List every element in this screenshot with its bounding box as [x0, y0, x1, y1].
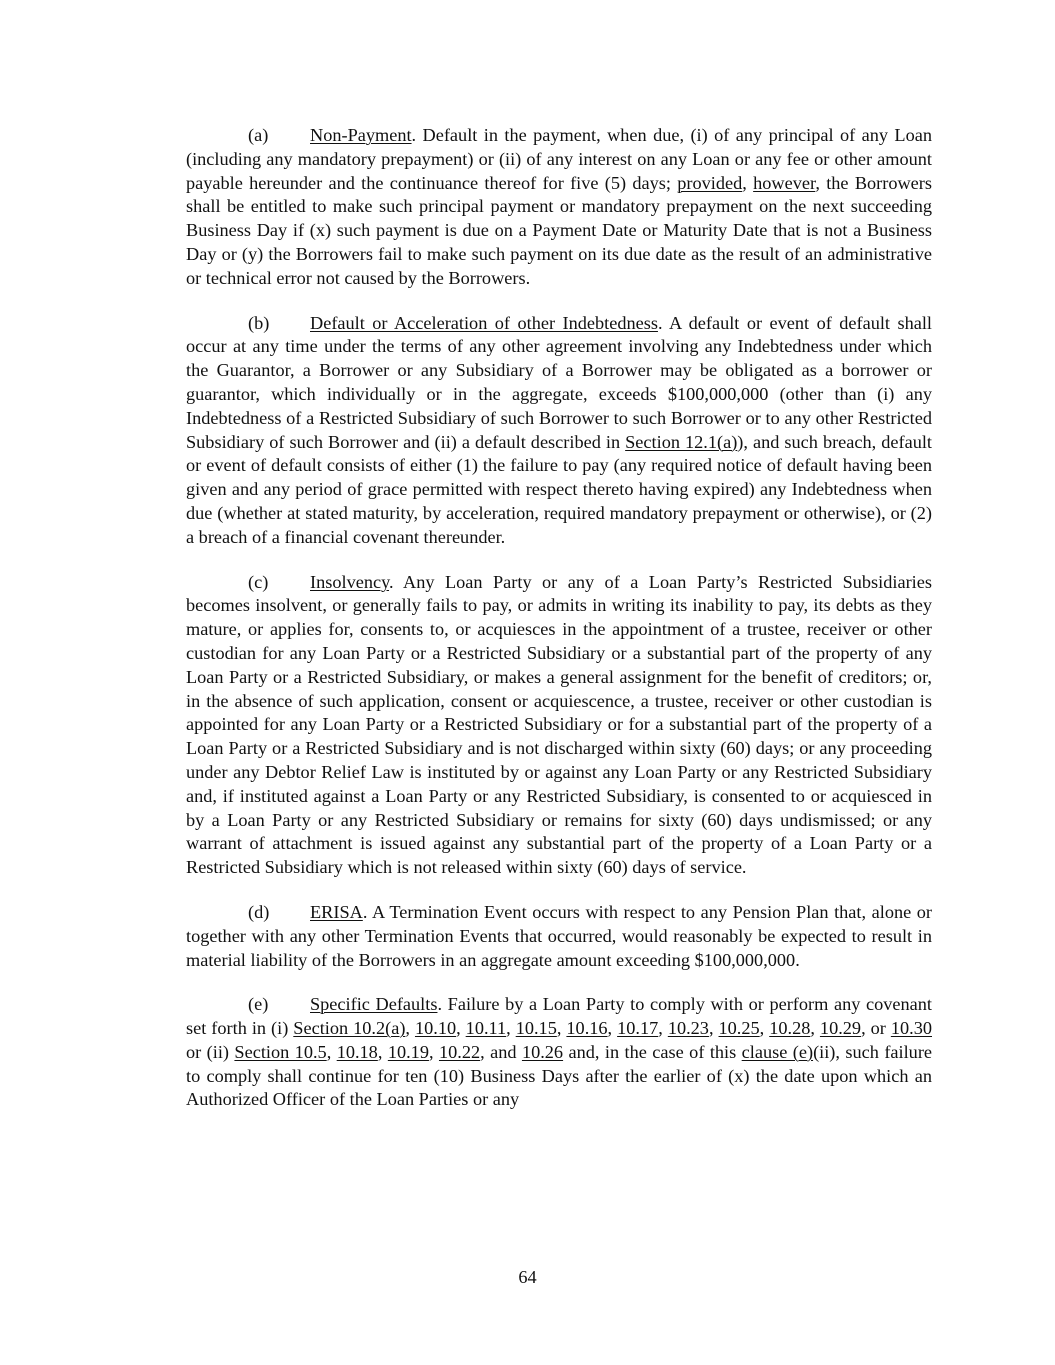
section-d-paragraph: [186, 901, 932, 972]
separator: ,: [506, 1018, 516, 1039]
section-c-paragraph: [186, 571, 932, 880]
section-a-text: . Default in the payment, when due, (i) of any principal of any Loan (including any mandatory prepayment) or (ii) of any interest on any Loan or any fee or other amount payable hereunder and the continuance thereof for five (5) days;: [186, 125, 932, 193]
separator: ,: [556, 1018, 567, 1039]
separator: and, in the case of this: [563, 1041, 742, 1062]
section-c-text: . Any Loan Party or any of a Loan Party’s Restricted Subsidiaries becomes insolvent, or generally fails to pay, or admits in writing its inability to pay, its debts as they mature, or applies for, consents to, or acquiesces in the appointment of a trustee, receiver or other custodian for any Loan Party or a Restricted Subsidiary or a substantial part of the property of any Loan Party or a Restricted Subsidiary, or makes a general assignment for the benefit of creditors; or, in the absence of such application, consent or acquiescence, a trustee, receiver or other custodian is appointed for any Loan Party or a Restricted Subsidiary or for a substantial part of the property of a Loan Party or a Restricted Subsidiary and is not discharged within sixty (60) days; or any proceeding under any Debtor Relief Law is instituted by or against any Loan Party or any Restricted Subsidiary and, if instituted against a Loan Party or any Restricted Subsidiary, is consented to or acquiesced in by a Loan Party or any Restricted Subsidiary or remains for sixty (60) days undismissed; or any warrant of attachment is issued against any substantial part of the property of a Loan Party or a Restricted Subsidiary which is not released within sixty (60) days of service.: [186, 571, 932, 878]
document-body: [186, 124, 932, 1133]
clause-reference: clause (e): [741, 1041, 814, 1062]
section-a-heading: Non-Payment: [310, 125, 412, 145]
separator: ,: [405, 1018, 415, 1039]
section-e-heading: Specific Defaults: [310, 994, 438, 1015]
section-reference: 10.26: [521, 1041, 564, 1062]
section-reference: 10.18: [336, 1041, 378, 1062]
section-b-label: (b): [248, 312, 270, 333]
separator: ,: [810, 1018, 820, 1039]
section-reference: 10.22: [438, 1041, 481, 1062]
section-b-text: ), and such breach, default or event of default consists of either (1) the failure to pay (any required notice of default having been given and any period of grace permitted with respect thereto having expired) any Indebtedness when due (whether at stated maturity, by acceleration, required mandatory prepayment or otherwise), or (2) a breach of a financial covenant thereunder.: [186, 431, 933, 547]
section-reference: 10.16: [566, 1018, 608, 1039]
however-term: however: [753, 172, 816, 193]
section-e-text: . Failure by a Loan Party to comply with or perform any covenant set forth in (i): [186, 994, 932, 1039]
section-b-text: . A default or event of default shall occur at any time under the terms of any other agreement involving any Indebtedness under which the Guarantor, a Borrower or any Subsidiary of a Borrower may be obligated as a borrower or guarantor, which individually or in the aggregate, exceeds $100,000,000 (other than (i) any Indebtedness of a Restricted Subsidiary of such Borrower to such Borrower or to any other Restricted Subsidiary of such Borrower and (ii) a default described in: [186, 312, 932, 452]
section-a-label: (a): [248, 125, 269, 145]
section-reference: 10.19: [387, 1041, 429, 1062]
section-reference: 10.23: [667, 1018, 709, 1039]
section-c-heading: Insolvency: [310, 571, 390, 592]
page-number: 64: [518, 1267, 537, 1287]
section-d-text: . A Termination Event occurs with respect to any Pension Plan that, alone or together with any other Termination Events that occurred, would reasonably be expected to result in material liability of the Borrowers in an aggregate amount exceeding $100,000,000.: [186, 901, 932, 970]
section-reference: 10.28: [769, 1018, 811, 1039]
section-reference: 10.15: [515, 1018, 557, 1039]
provided-term: provided: [677, 172, 743, 193]
section-reference: 10.11: [465, 1018, 507, 1039]
section-a-text: ,: [742, 172, 754, 193]
separator: ,: [708, 1018, 719, 1039]
separator: ,: [326, 1041, 337, 1062]
separator: ,: [456, 1018, 466, 1039]
section-reference: 10.10: [414, 1018, 457, 1039]
section-c-label: (c): [248, 571, 269, 592]
separator: ,: [377, 1041, 388, 1062]
section-e-paragraph: [186, 993, 932, 1112]
section-reference: 10.17: [617, 1018, 659, 1039]
separator: ,: [428, 1041, 439, 1062]
section-e-label: (e): [248, 994, 269, 1015]
section-d-heading: ERISA: [310, 901, 363, 922]
section-reference: 10.29: [819, 1018, 862, 1039]
separator: or (ii): [186, 1041, 235, 1062]
section-b-heading: Default or Acceleration of other Indebtedness: [310, 312, 658, 333]
section-reference: Section 10.2(a): [293, 1018, 406, 1039]
section-reference: Section 12.1(a): [625, 431, 738, 452]
separator: , and: [480, 1041, 522, 1062]
section-reference: 10.25: [718, 1018, 760, 1039]
section-a-text: , the Borrowers shall be entitled to make such principal payment or mandatory prepayment on the next succeeding Business Day if (x) such payment is due on a Payment Date or Maturity Date that is not a Business Day or (y) the Borrowers fail to make such payment on its due date as the result of an administrative or technical error not caused by the Borrowers.: [186, 172, 932, 288]
section-reference: 10.30: [890, 1018, 932, 1039]
section-b-paragraph: [186, 312, 932, 550]
separator: ,: [759, 1018, 770, 1039]
section-a-paragraph: [186, 124, 932, 291]
section-reference: Section 10.5: [234, 1041, 327, 1062]
section-d-label: (d): [248, 901, 270, 922]
separator: ,: [658, 1018, 668, 1039]
separator: , or: [861, 1018, 891, 1039]
separator: ,: [607, 1018, 618, 1039]
section-e-text: (ii), such failure to comply shall continue for ten (10) Business Days after the earlier of (x) the date upon which an Authorized Officer of the Loan Parties or any: [186, 1041, 933, 1110]
